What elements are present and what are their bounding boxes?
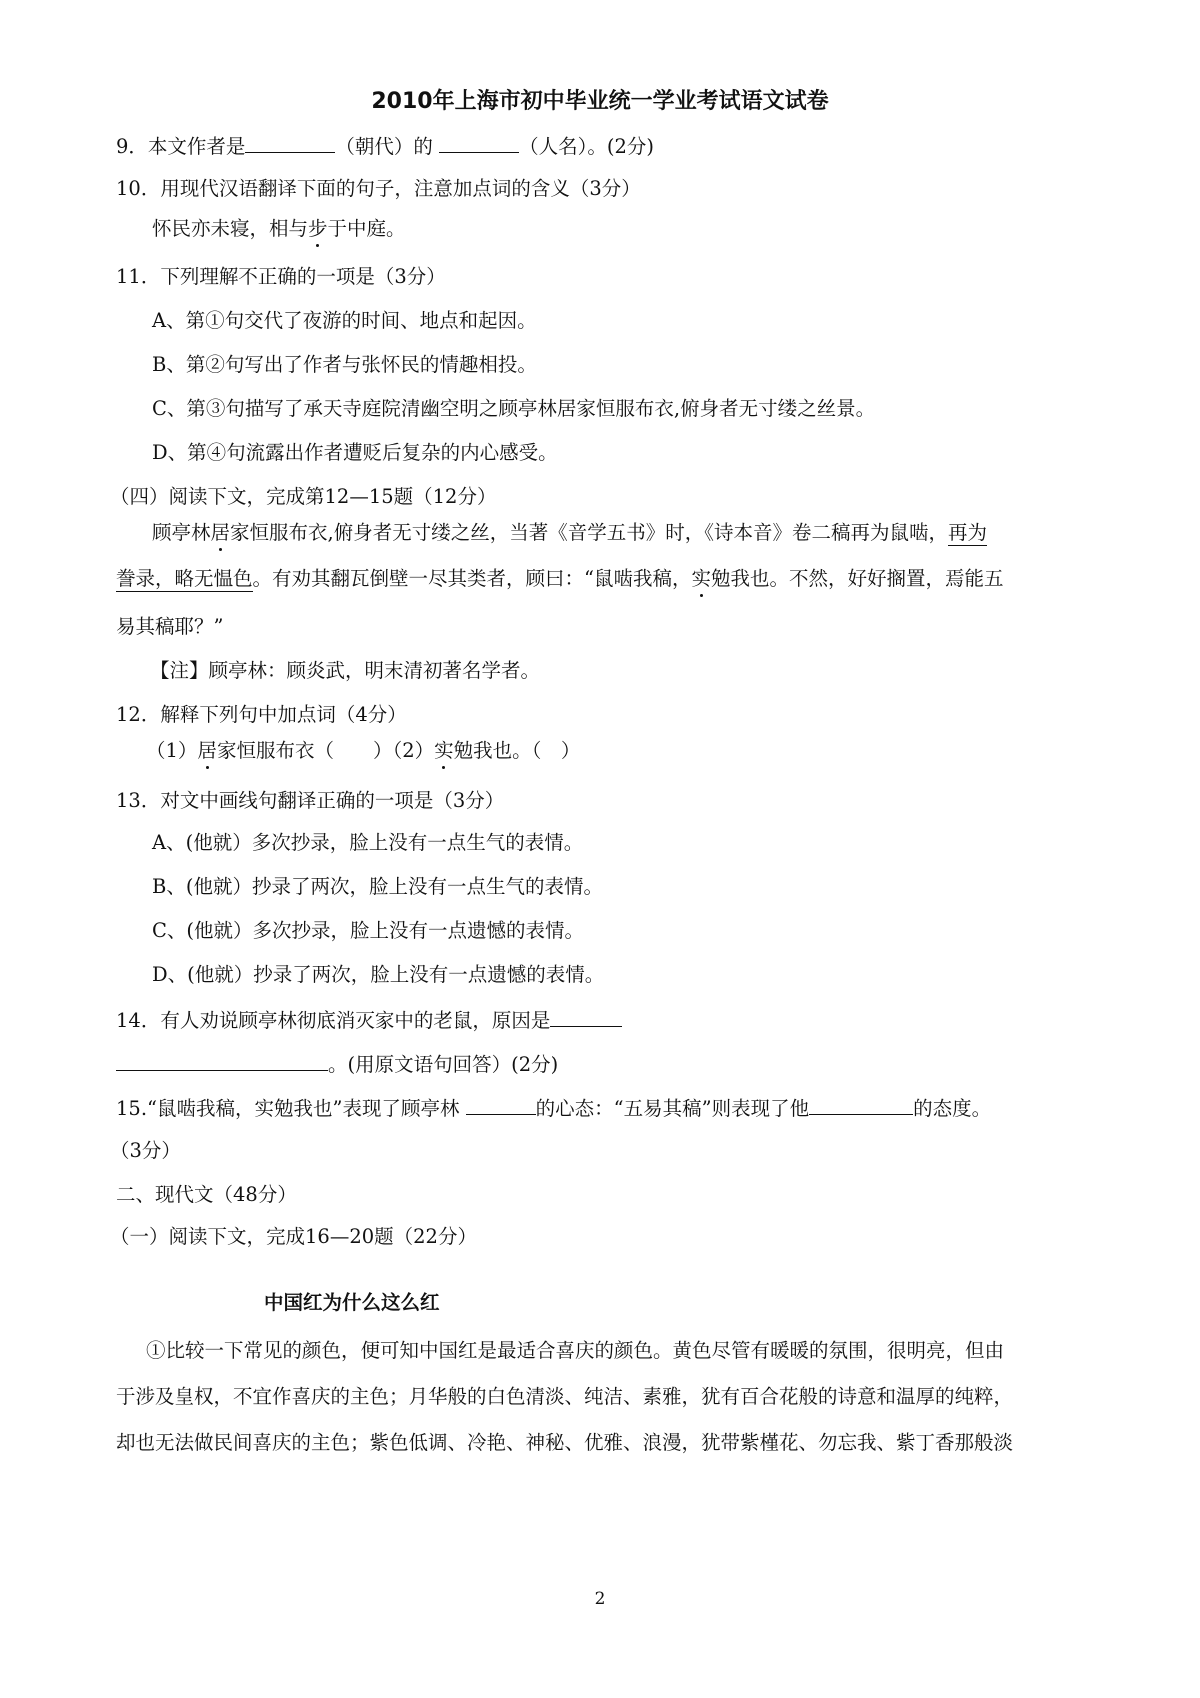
q9-text-c: （人名）。(2分) xyxy=(519,135,655,158)
question-13-stem: 13．对文中画线句翻译正确的一项是（3分） xyxy=(116,789,505,812)
question-12-items xyxy=(146,738,580,764)
question-15-score: （3分） xyxy=(110,1139,181,1162)
question-10-sentence xyxy=(152,216,406,242)
passage-line-2 xyxy=(116,566,1004,592)
q13-option-c: C、(他就）多次抄录，脸上没有一点遗憾的表情。 xyxy=(152,919,585,942)
question-12-stem: 12．解释下列句中加点词（4分） xyxy=(116,703,407,726)
q11-option-d: D、第④句流露出作者遭贬后复杂的内心感受。 xyxy=(152,441,558,464)
q11-option-a: A、第①句交代了夜游的时间、地点和起因。 xyxy=(152,309,537,332)
q9-blank-name[interactable] xyxy=(439,132,519,153)
q9-text-a: 9．本文作者是 xyxy=(116,135,246,158)
passage-underlined-text: 再为 xyxy=(947,521,987,544)
exam-title: 2010年上海市初中毕业统一学业考试语文试卷 xyxy=(371,89,829,114)
q14-blank-1[interactable] xyxy=(550,1006,622,1027)
passage-line-1 xyxy=(152,520,987,546)
q10-dotted-word: 步 xyxy=(308,217,328,240)
article-paragraph-line-1: ①比较一下常见的颜色，便可知中国红是最适合喜庆的颜色。黄色尽管有暖暖的氛围，很明亮，但由 xyxy=(146,1339,1005,1362)
q9-text-b: （朝代）的 xyxy=(335,135,433,158)
q14-text: 14．有人劝说顾亭林彻底消灭家中的老鼠，原因是 xyxy=(116,1009,551,1032)
q11-option-b: B、第②句写出了作者与张怀民的情趣相投。 xyxy=(152,353,537,376)
q14-blank-2[interactable] xyxy=(116,1050,328,1071)
q12-text: （1） xyxy=(146,739,198,762)
q13-option-b: B、(他就）抄录了两次，脸上没有一点生气的表情。 xyxy=(152,875,603,898)
q12-dotted-word: 居 xyxy=(197,739,217,762)
question-14-line-2 xyxy=(116,1050,558,1078)
q11-option-c: C、第③句描写了承天寺庭院清幽空明之顾亭林居家恒服布衣,俯身者无寸缕之丝景。 xyxy=(152,397,876,420)
part-2-heading: 二、现代文（48分） xyxy=(116,1183,297,1206)
q15-text: 15.“鼠啮我稿，实勉我也”表现了顾亭林 xyxy=(116,1097,460,1120)
passage-underlined-text: 誊录，略无愠色 xyxy=(116,567,253,590)
passage-line-3: 易其稿耶？” xyxy=(116,615,224,638)
article-paragraph-line-2: 于涉及皇权，不宜作喜庆的主色；月华般的白色清淡、纯洁、素雅，犹有百合花般的诗意和温厚的纯粹， xyxy=(116,1385,1014,1408)
q13-option-a: A、(他就）多次抄录，脸上没有一点生气的表情。 xyxy=(152,831,584,854)
q10-sentence-part: 于中庭。 xyxy=(327,217,406,240)
passage-text: 家恒服布衣,俯身者无寸缕之丝，当著《音学五书》时，《诗本音》卷二稿再为鼠啮， xyxy=(230,521,948,544)
page-number: 2 xyxy=(594,1589,606,1609)
q12-text: 勉我也。（ ） xyxy=(453,739,581,762)
question-14 xyxy=(116,1006,622,1034)
q12-dotted-word: 实 xyxy=(434,739,454,762)
question-11-stem: 11．下列理解不正确的一项是（3分） xyxy=(116,265,446,288)
section-4-heading: （四）阅读下文，完成第12—15题（12分） xyxy=(110,485,497,508)
q13-option-d: D、(他就）抄录了两次，脸上没有一点遗憾的表情。 xyxy=(152,963,605,986)
passage-text: 勉我也。不然，好好搁置，焉能五 xyxy=(711,567,1004,590)
q15-text: 的心态：“五易其稿”则表现了他 xyxy=(535,1097,810,1120)
article-paragraph-line-3: 却也无法做民间喜庆的主色；紫色低调、冷艳、神秘、优雅、浪漫，犹带紫槿花、勿忘我、紫丁香那般淡 xyxy=(116,1431,1014,1454)
passage-dotted-word: 实 xyxy=(691,567,712,590)
question-9 xyxy=(116,132,654,160)
question-10-stem: 10．用现代汉语翻译下面的句子，注意加点词的含义（3分） xyxy=(116,177,641,200)
passage-note: 【注】顾亭林：顾炎武，明末清初著名学者。 xyxy=(150,659,541,682)
article-title: 中国红为什么这么红 xyxy=(264,1291,440,1314)
passage-text: 顾亭林 xyxy=(152,521,211,544)
q15-blank-1[interactable] xyxy=(466,1094,536,1115)
q15-text: 的态度。 xyxy=(913,1097,992,1120)
q14-text: 。(用原文语句回答）(2分) xyxy=(328,1053,559,1076)
q9-blank-dynasty[interactable] xyxy=(245,132,335,153)
q10-sentence-part: 怀民亦未寝，相与 xyxy=(152,217,309,240)
question-15 xyxy=(116,1094,991,1122)
section-1-heading: （一）阅读下文，完成16—20题（22分） xyxy=(110,1225,477,1248)
passage-dotted-word: 居 xyxy=(210,521,231,544)
passage-text: 。有劝其翻瓦倒壁一尽其类者，顾曰：“鼠啮我稿， xyxy=(252,567,692,590)
q12-text: 家恒服布衣（ ）（2） xyxy=(216,739,435,762)
q15-blank-2[interactable] xyxy=(809,1094,913,1115)
